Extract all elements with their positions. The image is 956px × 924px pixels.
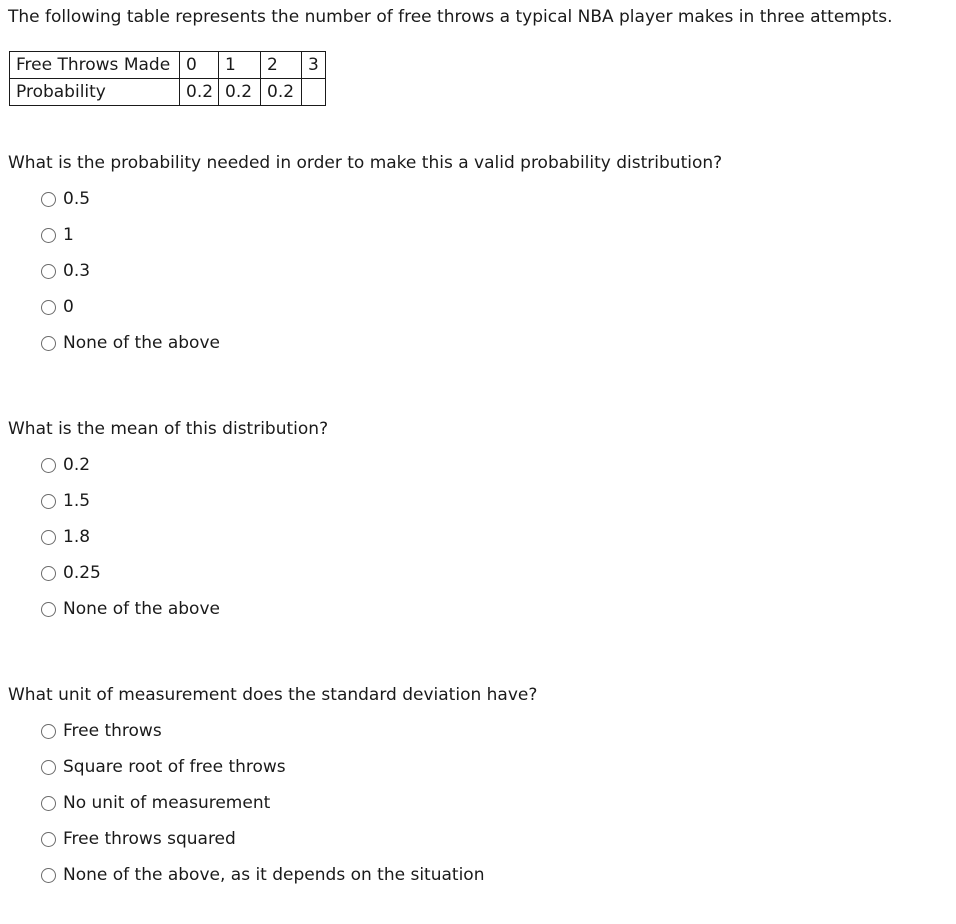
- radio-button[interactable]: [41, 602, 56, 617]
- table-row: [10, 79, 326, 106]
- option-label: 1: [63, 225, 74, 245]
- option-label: No unit of measurement: [63, 793, 271, 813]
- table-cell: 0.2: [261, 79, 302, 106]
- answer-option[interactable]: [41, 864, 484, 886]
- answer-option[interactable]: [41, 828, 236, 850]
- radio-button[interactable]: [41, 566, 56, 581]
- table-row-label: Free Throws Made: [10, 52, 180, 79]
- answer-option[interactable]: [41, 792, 270, 814]
- option-label: Free throws: [63, 721, 162, 741]
- answer-option[interactable]: [41, 598, 220, 620]
- option-label: 0: [63, 297, 74, 317]
- radio-button[interactable]: [41, 832, 56, 847]
- table-cell: 0: [180, 52, 219, 79]
- answer-option[interactable]: [41, 454, 90, 476]
- answer-option[interactable]: [41, 224, 74, 246]
- answer-option[interactable]: [41, 756, 286, 778]
- table-row: [10, 52, 326, 79]
- table-row-label: Probability: [10, 79, 180, 106]
- radio-button[interactable]: [41, 760, 56, 775]
- question-text: What is the probability needed in order to make this a valid probability distribution?: [8, 153, 723, 173]
- radio-button[interactable]: [41, 796, 56, 811]
- radio-button[interactable]: [41, 494, 56, 509]
- table-cell: 3: [302, 52, 326, 79]
- option-label: None of the above: [63, 599, 220, 619]
- radio-button[interactable]: [41, 530, 56, 545]
- option-label: None of the above: [63, 333, 220, 353]
- option-label: Free throws squared: [63, 829, 236, 849]
- option-label: Square root of free throws: [63, 757, 286, 777]
- radio-button[interactable]: [41, 192, 56, 207]
- table-cell: 1: [219, 52, 261, 79]
- option-label: 0.3: [63, 261, 91, 281]
- radio-button[interactable]: [41, 336, 56, 351]
- answer-option[interactable]: [41, 332, 220, 354]
- answer-option[interactable]: [41, 260, 90, 282]
- option-label: None of the above, as it depends on the situation: [63, 865, 485, 885]
- option-label: 0.2: [63, 455, 91, 475]
- option-label: 1.8: [63, 527, 91, 547]
- answer-option[interactable]: [41, 526, 90, 548]
- table-cell: 0.2: [180, 79, 219, 106]
- option-label: 1.5: [63, 491, 91, 511]
- radio-button[interactable]: [41, 300, 56, 315]
- radio-button[interactable]: [41, 724, 56, 739]
- radio-button[interactable]: [41, 868, 56, 883]
- radio-button[interactable]: [41, 264, 56, 279]
- answer-option[interactable]: [41, 720, 162, 742]
- intro-text: The following table represents the number of free throws a typical NBA player makes in three attempts.: [8, 7, 893, 27]
- answer-option[interactable]: [41, 188, 90, 210]
- option-label: 0.25: [63, 563, 101, 583]
- table-cell-blank: [302, 79, 326, 106]
- radio-button[interactable]: [41, 458, 56, 473]
- table-cell: 0.2: [219, 79, 261, 106]
- answer-option[interactable]: [41, 562, 101, 584]
- answer-option[interactable]: [41, 490, 90, 512]
- radio-button[interactable]: [41, 228, 56, 243]
- probability-table: [9, 51, 326, 106]
- question-text: What is the mean of this distribution?: [8, 419, 329, 439]
- option-label: 0.5: [63, 189, 91, 209]
- table-cell: 2: [261, 52, 302, 79]
- question-text: What unit of measurement does the standard deviation have?: [8, 685, 538, 705]
- answer-option[interactable]: [41, 296, 74, 318]
